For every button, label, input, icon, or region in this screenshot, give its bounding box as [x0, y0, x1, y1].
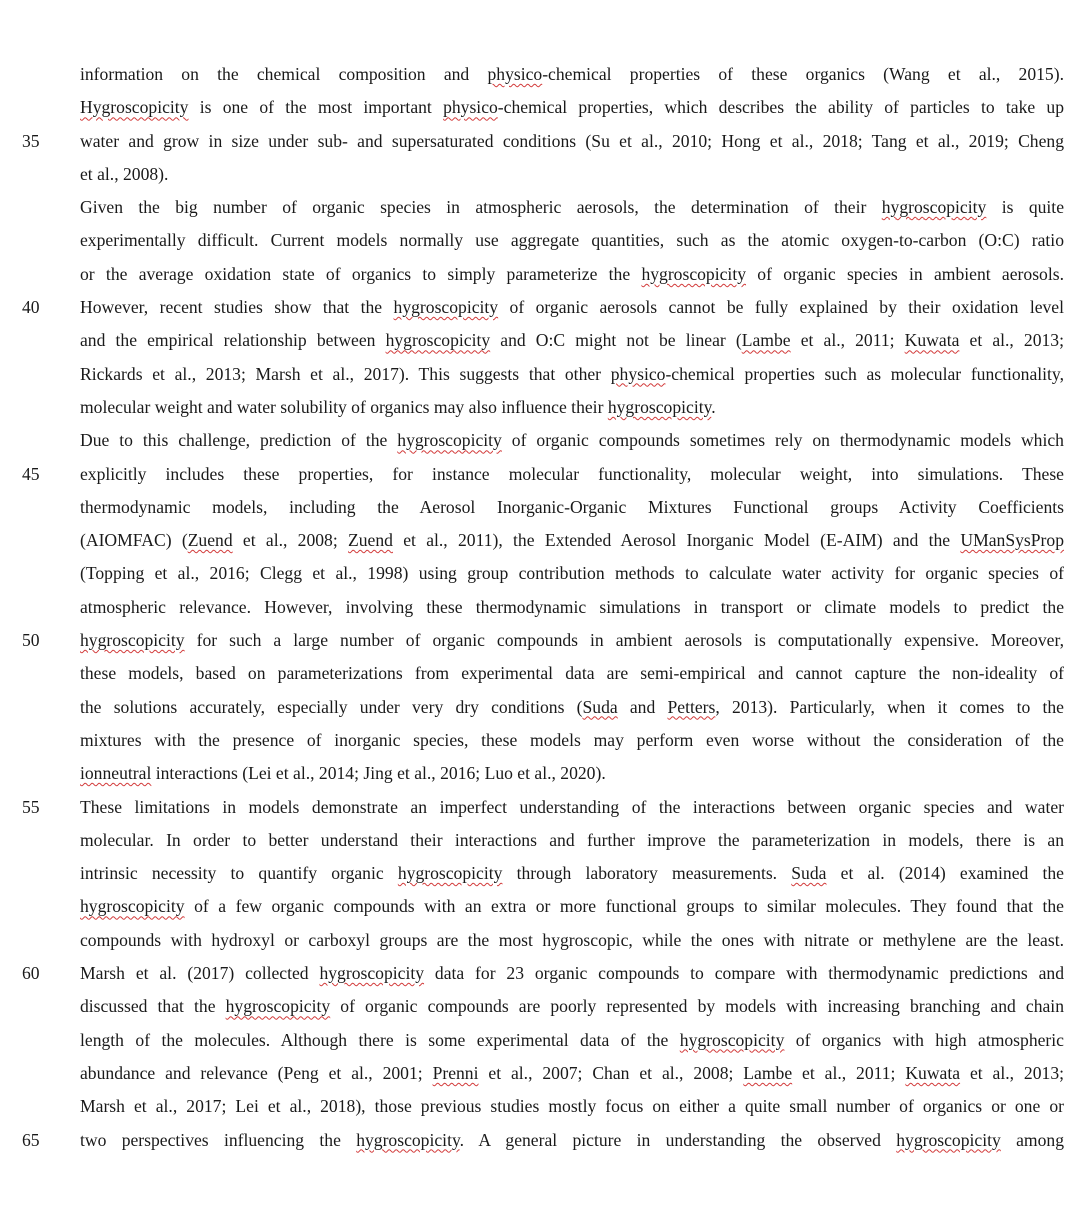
text-line [0, 557, 1080, 590]
line-text: and the empirical relationship between hygroscopicity and O:C might not be linear (Lambe et al., 2011; Kuwata et al., 2013; [80, 330, 1064, 351]
text-line [0, 458, 1080, 491]
line-text: abundance and relevance (Peng et al., 2001; Prenni et al., 2007; Chan et al., 2008; Lambe et al., 2011; Kuwata et al., 2013; [80, 1062, 1064, 1083]
line-text: hygroscopicity for such a large number of organic compounds in ambient aerosols is computationally expensive. Moreover, [80, 630, 1064, 651]
text-line [0, 158, 1080, 191]
line-text: Given the big number of organic species in atmospheric aerosols, the determination of their hygroscopicity is quite [80, 197, 1064, 218]
text-line [0, 1124, 1080, 1157]
line-text: compounds with hydroxyl or carboxyl groups are the most hygroscopic, while the ones with nitrate or methylene are the least. [80, 929, 1064, 950]
text-line [0, 424, 1080, 457]
text-line [0, 491, 1080, 524]
line-text: molecular weight and water solubility of organics may also influence their hygroscopicity. [80, 396, 716, 417]
paper-page [0, 58, 1080, 1157]
line-text: Hygroscopicity is one of the most important physico-chemical properties, which describes the ability of particles to take up [80, 97, 1064, 118]
text-line [0, 1024, 1080, 1057]
text-line [0, 957, 1080, 990]
line-number: 55 [22, 796, 40, 817]
line-text: (AIOMFAC) (Zuend et al., 2008; Zuend et al., 2011), the Extended Aerosol Inorganic Model (E-AIM) and the UManSysProp [80, 530, 1064, 551]
line-text: Marsh et al. (2017) collected hygroscopicity data for 23 organic compounds to compare with thermodynamic predictions and [80, 963, 1064, 984]
line-text: length of the molecules. Although there is some experimental data of the hygroscopicity of organics with high atmospheric [80, 1029, 1064, 1050]
text-line [0, 890, 1080, 923]
line-text: mixtures with the presence of inorganic species, these models may perform even worse without the consideration of the [80, 729, 1064, 750]
text-line [0, 1090, 1080, 1123]
line-number: 65 [22, 1129, 40, 1150]
line-text: Due to this challenge, prediction of the hygroscopicity of organic compounds sometimes rely on thermodynamic models which [80, 430, 1064, 451]
text-line [0, 624, 1080, 657]
line-text: intrinsic necessity to quantify organic hygroscopicity through laboratory measurements. Suda et al. (2014) examined the [80, 863, 1064, 884]
text-line [0, 324, 1080, 357]
line-text: However, recent studies show that the hygroscopicity of organic aerosols cannot be fully explained by their oxidation level [80, 297, 1064, 318]
line-text: thermodynamic models, including the Aerosol Inorganic-Organic Mixtures Functional groups Activity Coefficients [80, 496, 1064, 517]
line-text: hygroscopicity of a few organic compounds with an extra or more functional groups to similar molecules. They found that the [80, 896, 1064, 917]
line-text: experimentally difficult. Current models normally use aggregate quantities, such as the atomic oxygen-to-carbon (O:C) ratio [80, 230, 1064, 251]
line-text: Marsh et al., 2017; Lei et al., 2018), those previous studies mostly focus on either a quite small number of organics or one or [80, 1096, 1064, 1117]
line-text: discussed that the hygroscopicity of organic compounds are poorly represented by models with increasing branching and chain [80, 996, 1064, 1017]
line-text: information on the chemical composition and physico-chemical properties of these organics (Wang et al., 2015). [80, 64, 1064, 84]
text-line [0, 724, 1080, 757]
text-line [0, 990, 1080, 1023]
text-line [0, 291, 1080, 324]
text-line [0, 58, 1080, 91]
text-line [0, 258, 1080, 291]
text-line [0, 1057, 1080, 1090]
line-text: explicitly includes these properties, for instance molecular functionality, molecular weight, into simulations. These [80, 463, 1064, 484]
line-number: 60 [22, 963, 40, 984]
line-text: ionneutral interactions (Lei et al., 2014; Jing et al., 2016; Luo et al., 2020). [80, 763, 606, 784]
text-line [0, 824, 1080, 857]
line-text: atmospheric relevance. However, involving these thermodynamic simulations in transport or climate models to predict the [80, 596, 1064, 617]
line-number: 45 [22, 463, 40, 484]
text-line [0, 791, 1080, 824]
line-text: two perspectives influencing the hygroscopicity. A general picture in understanding the observed hygroscopicity among [80, 1129, 1064, 1150]
line-text: these models, based on parameterizations from experimental data are semi-empirical and cannot capture the non-ideality of [80, 663, 1064, 684]
text-line [0, 125, 1080, 158]
text-line [0, 657, 1080, 690]
line-text: (Topping et al., 2016; Clegg et al., 1998) using group contribution methods to calculate water activity for organic species of [80, 563, 1064, 584]
paragraph-body [0, 58, 1080, 1157]
text-line [0, 358, 1080, 391]
line-number: 35 [22, 130, 40, 151]
text-line [0, 691, 1080, 724]
line-text: Rickards et al., 2013; Marsh et al., 2017). This suggests that other physico-chemical properties such as molecular functionality, [80, 363, 1064, 384]
line-number: 40 [22, 297, 40, 318]
line-text: molecular. In order to better understand their interactions and further improve the parameterization in models, there is an [80, 829, 1064, 850]
line-number: 50 [22, 630, 40, 651]
text-line [0, 857, 1080, 890]
text-line [0, 391, 1080, 424]
text-line [0, 924, 1080, 957]
text-line [0, 224, 1080, 257]
text-line [0, 591, 1080, 624]
line-text: the solutions accurately, especially under very dry conditions (Suda and Petters, 2013). Particularly, when it comes to the [80, 696, 1064, 717]
text-line [0, 757, 1080, 790]
text-line [0, 191, 1080, 224]
text-line [0, 524, 1080, 557]
line-text: et al., 2008). [80, 163, 169, 184]
text-line [0, 91, 1080, 124]
line-text: water and grow in size under sub- and supersaturated conditions (Su et al., 2010; Hong et al., 2018; Tang et al., 2019; Cheng [80, 130, 1064, 151]
line-text: These limitations in models demonstrate an imperfect understanding of the interactions between organic species and water [80, 796, 1064, 817]
line-text: or the average oxidation state of organics to simply parameterize the hygroscopicity of organic species in ambient aerosols. [80, 263, 1064, 284]
